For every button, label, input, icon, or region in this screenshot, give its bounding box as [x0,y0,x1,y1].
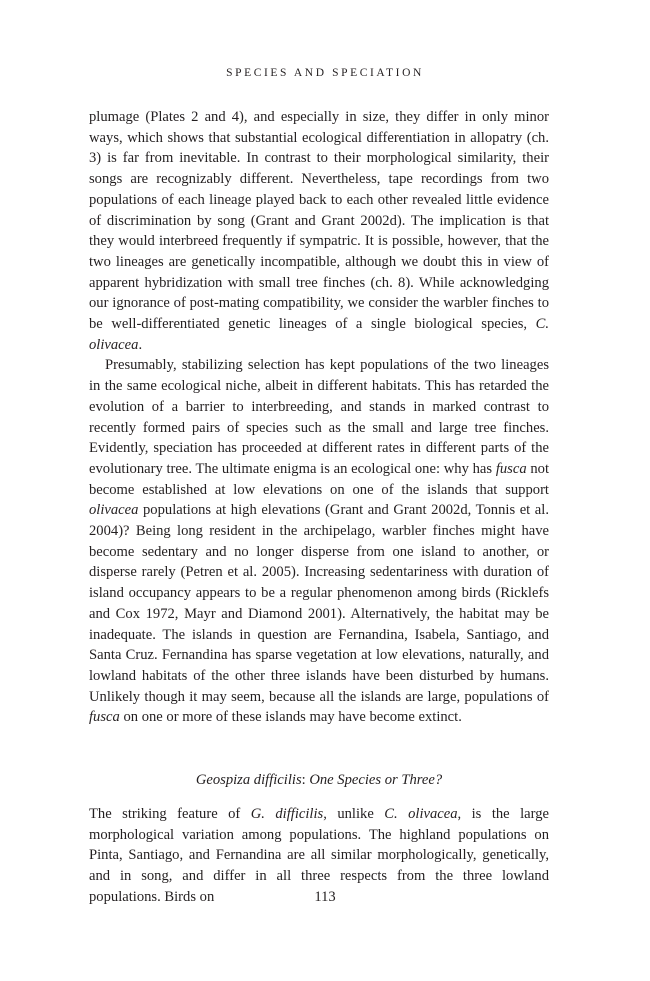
italic-run: C. olivacea [384,806,458,822]
italic-run: fusca [495,460,527,477]
text-run: . [138,336,143,353]
text-run: on one or more of these islands may have become extinct. [119,709,462,726]
italic-run: olivacea [89,502,139,519]
text-run: : [301,772,310,788]
page-number: 113 [314,889,336,905]
text-run: Presumably, stabilizing selection has kept populations of the two lineages in the same ecological niche, albeit in different habitats. This has retarded the evolution of a barrier to interbreeding, and stands in marked contrast to recently formed pairs of species such as the small and large tree finches. Evidently, speciation has proceeded at different rates in different parts of the evolutionary tree. The ultimate enigma is an ecological one: why has [89,357,549,477]
paragraph [89,107,549,355]
italic-run: G. difficilis [250,806,324,822]
italic-run: fusca [89,709,120,726]
text-run: , is the large morphological variation among populations. The highland populations on Pinta, Santiago, and Fernandina are all similar morphologically, genetically, and in song, and differ in all three respects from the three lowland populations. Birds on [89,806,549,905]
body-text [89,107,549,728]
italic-run: Geospiza difficilis [195,772,302,788]
section-heading [89,770,549,790]
text-run: populations at high elevations (Grant and Grant 2002d, Tonnis et al. 2004)? Being long resident in the archipelago, warbler finches might have become sedentary and no longer disperse from one island to another, or disperse rarely (Petren et al. 2005). Increasing sedentariness with duration of island occupancy appears to be a regular phenomenon among birds (Ricklefs and Cox 1972, Mayr and Diamond 2001). Alternatively, the habitat may be inadequate. The islands in question are Fernandina, Isabela, Santiago, and Santa Cruz. Fernandina has sparse vegetation at low elevations, naturally, and lowland habitats of the other three islands have been disturbed by humans. Unlikely though it may seem, because all the islands are large, populations of [89,502,549,705]
text-run: plumage (Plates 2 and 4), and especially in size, they differ in only minor ways, which shows that substantial ecological differentiation in allopatry (ch. 3) is far from inevitable. In contrast to their morphological similarity, their songs are recognizably different. Nevertheless, tape recordings from two populations of each lineage played back to each other revealed little evidence of discrimination by song (Grant and Grant 2002d). The implication is that they would interbreed frequently if sympatric. It is possible, however, that the two lineages are genetically incompatible, although we doubt this in view of apparent hybridization with small tree finches (ch. 8). While acknowledging our ignorance of post-mating compatibility, we consider the warbler finches to be well-differentiated genetic lineages of a single biological species, [89,109,549,333]
text-run: , unlike [323,806,385,822]
italic-run: C. olivacea [89,316,549,353]
text-run: not become established at low elevations on one of the islands that support [89,460,550,498]
text-run: The striking feature of [89,806,251,822]
paragraph [89,355,549,728]
running-head: SPECIES AND SPECIATION [226,67,424,79]
italic-run: One Species or Three? [309,772,443,788]
